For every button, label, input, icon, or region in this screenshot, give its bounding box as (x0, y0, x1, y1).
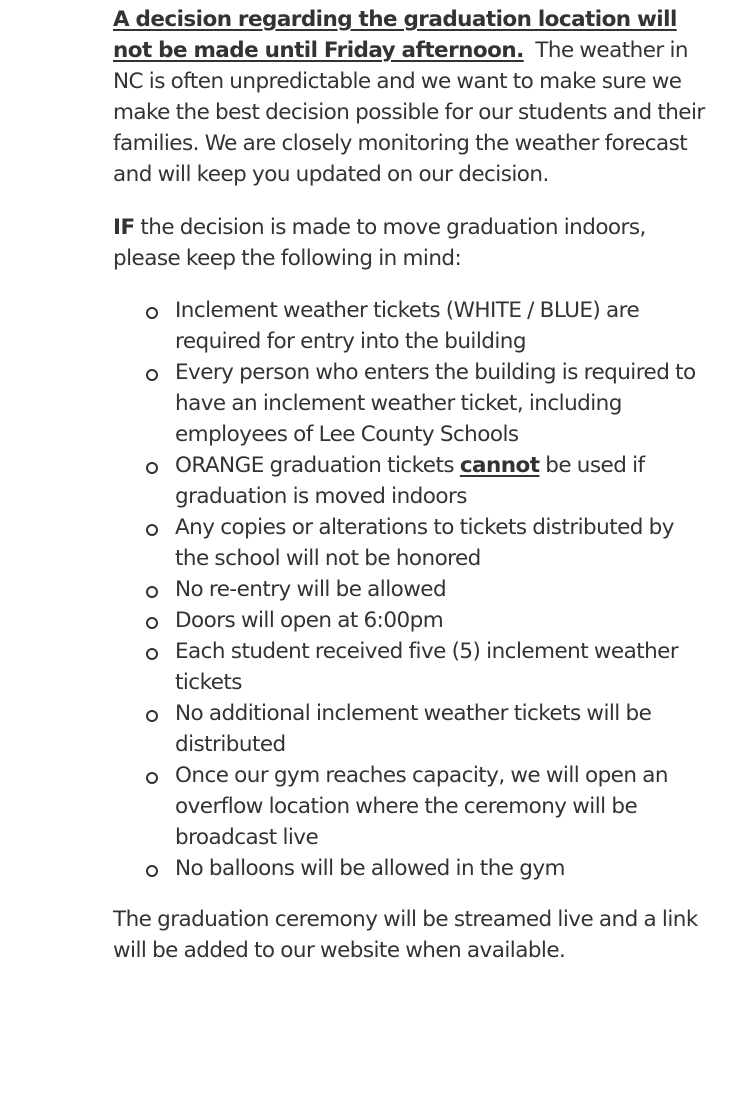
circle-bullet-icon (146, 865, 158, 877)
decision-headline: A decision regarding the graduation location will not be made until Friday afternoon. (113, 7, 677, 63)
intro-paragraph (113, 0, 713, 190)
list-item: Each student received five (5) inclement weather tickets (175, 636, 713, 698)
list-item: No balloons will be allowed in the gym (175, 853, 713, 884)
circle-bullet-icon (146, 524, 158, 536)
list-item: ORANGE graduation tickets cannot be used if graduation is moved indoors (175, 450, 713, 512)
circle-bullet-icon (146, 462, 158, 474)
list-item: Every person who enters the building is required to have an inclement weather ticket, including employees of Lee County Schools (175, 357, 713, 450)
cannot-emphasis: cannot (459, 453, 540, 478)
list-item: No re-entry will be allowed (175, 574, 713, 605)
closing-paragraph: The graduation ceremony will be streamed live and a link will be added to our website when available. (113, 907, 698, 963)
list-item: Inclement weather tickets (WHITE / BLUE) are required for entry into the building (175, 295, 713, 357)
circle-bullet-icon (146, 710, 158, 722)
condition-text: the decision is made to move graduation indoors, please keep the following in mind: (113, 215, 646, 271)
list-item: Any copies or alterations to tickets distributed by the school will not be honored (175, 512, 713, 574)
document-body (113, 0, 713, 966)
circle-bullet-icon (146, 617, 158, 629)
circle-bullet-icon (146, 307, 158, 319)
condition-paragraph (113, 212, 713, 274)
circle-bullet-icon (146, 648, 158, 660)
condition-lead: IF (113, 215, 135, 240)
circle-bullet-icon (146, 772, 158, 784)
list-item: No additional inclement weather tickets will be distributed (175, 698, 713, 760)
circle-bullet-icon (146, 586, 158, 598)
circle-bullet-icon (146, 369, 158, 381)
list-item: Once our gym reaches capacity, we will open an overflow location where the ceremony will be broadcast live (175, 760, 713, 853)
intro-text: The weather in NC is often unpredictable and we want to make sure we make the best decision possible for our students and their families. We are closely monitoring the weather forecast and will keep you updated on our decision. (113, 38, 705, 187)
indoor-rules-list (113, 295, 713, 884)
list-item: Doors will open at 6:00pm (175, 605, 713, 636)
